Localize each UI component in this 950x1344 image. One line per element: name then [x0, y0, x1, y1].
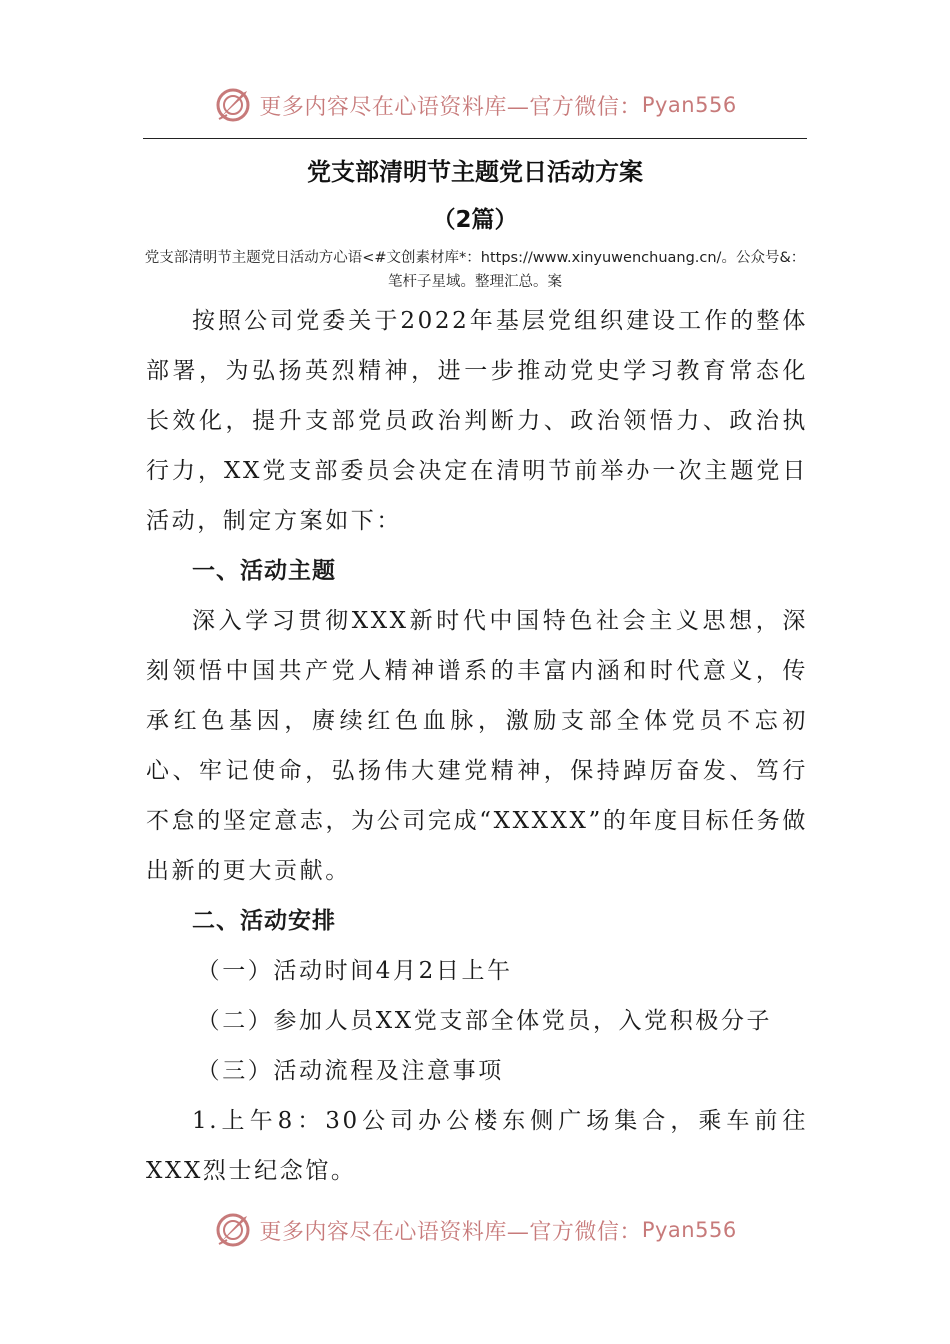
- arrangement-item-process: （三）活动流程及注意事项: [196, 1058, 504, 1084]
- quill-logo-icon: [213, 1210, 253, 1250]
- banner-text: 更多内容尽在心语资料库—官方微信：: [259, 94, 642, 120]
- footer-banner: [0, 1207, 950, 1253]
- header-rule: [143, 138, 807, 139]
- banner-text: 更多内容尽在心语资料库—官方微信：: [259, 1219, 642, 1245]
- quill-logo-icon: [213, 85, 253, 125]
- theme-paragraph: 深入学习贯彻XXX新时代中国特色社会主义思想，深刻领悟中国共产党人精神谱系的丰富内涵和时代意义，传承红色基因，赓续红色血脉，激励支部全体党员不忘初心、牢记使命，弘扬伟大建党精神，保持踔厉奋发、笃行不怠的坚定意志，为公司完成“XXXXX”的年度目标任务做出新的更大贡献。: [146, 608, 808, 884]
- header-banner: [0, 82, 950, 128]
- banner-contact: Pyan556: [641, 93, 737, 117]
- process-step-1: 1.上午8：30公司办公楼东侧广场集合，乘车前往XXX烈士纪念馆。: [146, 1108, 808, 1184]
- document-body: [146, 296, 808, 1196]
- banner-contact: Pyan556: [641, 1218, 737, 1242]
- source-note: 党支部清明节主题党日活动方心语<#文创素材库*：https://www.xinyuwenchuang.cn/。公众号&：笔杆子星域。整理汇总。案: [144, 250, 806, 290]
- arrangement-item-time: （一）活动时间4月2日上午: [196, 958, 513, 984]
- section-heading-arrangement: 二、活动安排: [192, 908, 336, 934]
- arrangement-item-participants: （二）参加人员XX党支部全体党员，入党积极分子: [196, 1008, 773, 1034]
- document-subtitle: （2篇）: [432, 207, 518, 233]
- document-title: 党支部清明节主题党日活动方案: [307, 158, 643, 186]
- section-heading-theme: 一、活动主题: [192, 558, 336, 584]
- intro-paragraph: 按照公司党委关于2022年基层党组织建设工作的整体部署，为弘扬英烈精神，进一步推动党史学习教育常态化长效化，提升支部党员政治判断力、政治领悟力、政治执行力，XX党支部委员会决定在清明节前举办一次主题党日活动，制定方案如下：: [146, 308, 808, 534]
